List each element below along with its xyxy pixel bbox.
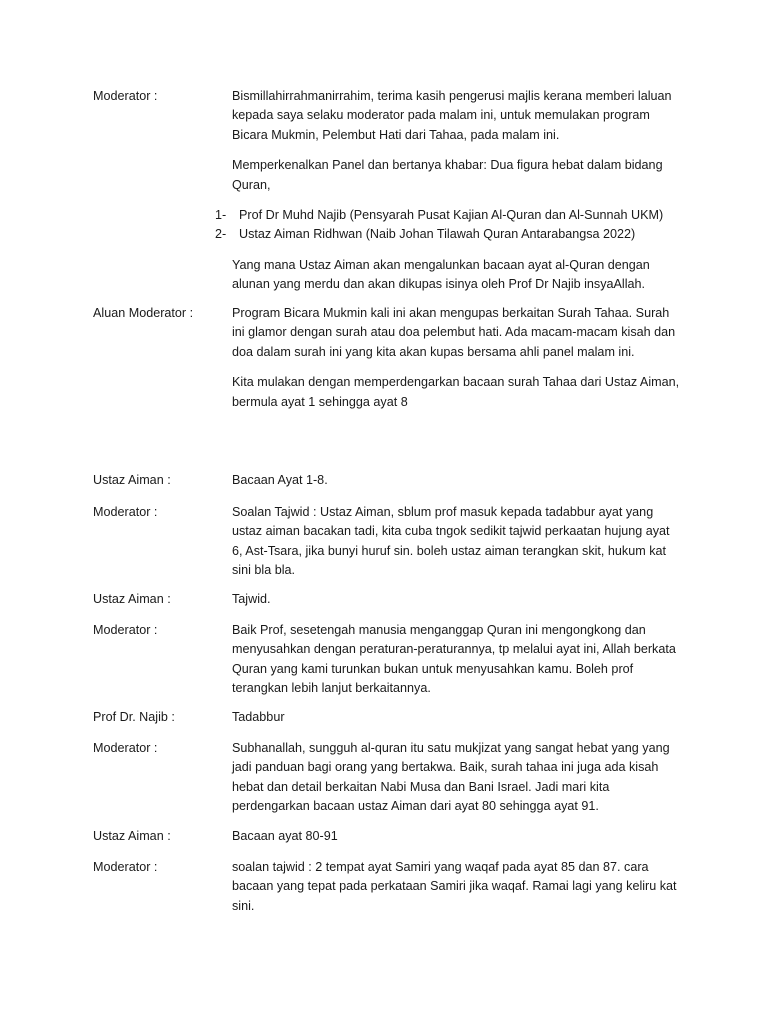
dialogue-text: [232, 739, 683, 817]
paragraph: Subhanallah, sungguh al-quran itu satu mukjizat yang sangat hebat yang yang jadi panduan bagi orang yang bertakwa. Baik, surah tahaa ini juga ada kisah hebat dan detail berkaitan Nabi Musa dan Bani Israel. Jadi mari kita perdengarkan bacaan ustaz Aiman dari ayat 80 sehingga ayat 91.: [232, 741, 670, 814]
paragraph: Bacaan Ayat 1-8.: [232, 473, 328, 487]
list-item: [215, 225, 683, 244]
paragraph: Soalan Tajwid : Ustaz Aiman, sblum prof masuk kepada tadabbur ayat yang ustaz aiman bacakan tadi, kita cuba tngok sedikit tajwid perkaatan hujung ayat 6, Ast-Tsara, jika bunyi huruf sin. boleh ustaz aiman terangkan skit, hukum kat sini bla bla.: [232, 505, 670, 578]
speaker-label: Aluan Moderator :: [93, 306, 194, 320]
paragraph: Memperkenalkan Panel dan bertanya khabar: Dua figura hebat dalam bidang Quran,: [232, 158, 663, 192]
paragraph: Bacaan ayat 80-91: [232, 829, 338, 843]
list-item: [215, 206, 683, 225]
speaker-label: Moderator :: [93, 860, 158, 874]
dialogue-text: [232, 503, 683, 581]
paragraph: Bismillahirrahmanirrahim, terima kasih pengerusi majlis kerana memberi laluan kepada saya selaku moderator pada malam ini, untuk memulakan program Bicara Mukmin, Pelembut Hati dari Tahaa, pada malam ini.: [232, 89, 672, 142]
speaker-label: Ustaz Aiman :: [93, 473, 171, 487]
list-number: 1-: [215, 208, 227, 223]
speaker-label: Moderator :: [93, 505, 158, 519]
speaker-label: Moderator :: [93, 89, 158, 103]
paragraph: Tajwid.: [232, 592, 271, 606]
dialogue-text: [232, 827, 683, 846]
dialogue-text: [232, 471, 683, 490]
speaker-label: Prof Dr. Najib :: [93, 710, 175, 724]
paragraph: Baik Prof, sesetengah manusia menganggap Quran ini mengongkong dan menyusahkan dengan peraturan-peraturannya, tp melalui ayat ini, Allah berkata Quran yang kami turunkan bukan untuk menyusahkan kamu. Boleh prof terangkan lebih lanjut berkaitannya.: [232, 623, 676, 696]
list-text: Ustaz Aiman Ridhwan (Naib Johan Tilawah Quran Antarabangsa 2022): [239, 227, 636, 242]
speaker-label: Ustaz Aiman :: [93, 592, 171, 606]
dialogue-text: [232, 590, 683, 609]
paragraph: Tadabbur: [232, 710, 285, 724]
speaker-label: Ustaz Aiman :: [93, 829, 171, 843]
paragraph: Yang mana Ustaz Aiman akan mengalunkan bacaan ayat al-Quran dengan alunan yang merdu dan akan dikupas isinya oleh Prof Dr Najib insyaAllah.: [232, 257, 650, 292]
paragraph: Program Bicara Mukmin kali ini akan mengupas berkaitan Surah Tahaa. Surah ini glamor dengan surah atau doa pelembut hati. Ada macam-macam kisah dan doa dalam surah ini yang kita akan kupas bersama ahli panel malam ini.: [232, 306, 676, 359]
paragraph: soalan tajwid : 2 tempat ayat Samiri yang waqaf pada ayat 85 dan 87. cara bacaan yang tepat pada perkataan Samiri jika waqaf. Ramai lagi yang keliru kat sini.: [232, 860, 677, 913]
dialogue-text: [232, 621, 683, 699]
paragraph: Kita mulakan dengan memperdengarkan bacaan surah Tahaa dari Ustaz Aiman, bermula ayat 1 sehingga ayat 8: [232, 375, 680, 409]
dialogue-text: [232, 304, 683, 412]
list-text: Prof Dr Muhd Najib (Pensyarah Pusat Kajian Al-Quran dan Al-Sunnah UKM): [239, 208, 664, 223]
list-number: 2-: [215, 227, 227, 242]
dialogue-text: [215, 87, 683, 295]
dialogue-text: [232, 858, 683, 916]
speaker-label: Moderator :: [93, 741, 158, 755]
panel-list: [215, 206, 683, 245]
speaker-label: Moderator :: [93, 623, 158, 637]
dialogue-text: [232, 708, 683, 727]
